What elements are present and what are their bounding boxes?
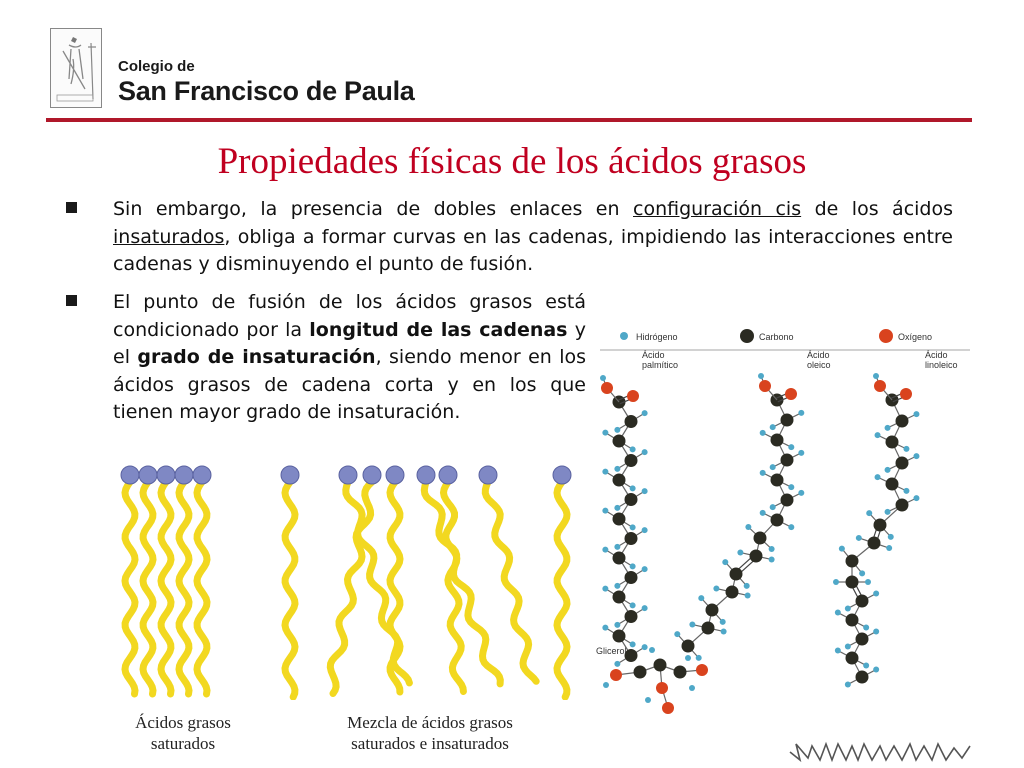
- bullet-1-text-part: Sin embargo, la presencia de dobles enlaces en: [113, 198, 633, 220]
- carbon-atom: [625, 532, 638, 545]
- hydrogen-atom: [845, 643, 851, 649]
- molecular-models-figure: [592, 320, 976, 750]
- mixed-chain: [390, 482, 400, 692]
- hydrogen-atom: [602, 430, 608, 436]
- hydrogen-atom: [737, 550, 743, 556]
- oxygen-atom: [759, 380, 771, 392]
- hydrogen-atom: [875, 432, 881, 438]
- handwriting-scribble: [786, 738, 986, 768]
- fatty-acid-chains-figure: [110, 460, 580, 700]
- term-grado-insaturacion: grado de insaturación: [137, 346, 376, 368]
- carbon-atom: [754, 532, 767, 545]
- hydrogen-atom: [642, 527, 648, 533]
- carbon-atom: [886, 478, 899, 491]
- hydrogen-atom: [873, 591, 879, 597]
- hydrogen-atom: [873, 667, 879, 673]
- hydrogen-atom: [788, 444, 794, 450]
- hydrogen-atom: [913, 411, 919, 417]
- carbon-atom: [625, 493, 638, 506]
- carbon-atom: [896, 499, 909, 512]
- oxygen-atom: [900, 388, 912, 400]
- header-divider: [46, 118, 972, 122]
- hydrogen-atom: [845, 605, 851, 611]
- term-configuracion-cis: configuración cis: [633, 198, 802, 220]
- hydrogen-atom: [602, 586, 608, 592]
- carbon-atom: [625, 610, 638, 623]
- polar-head: [139, 466, 157, 484]
- hydrogen-atom: [602, 469, 608, 475]
- school-label: Colegio de: [118, 58, 195, 75]
- polar-head: [479, 466, 497, 484]
- carbon-atom: [868, 537, 881, 550]
- bullet-square-icon: [66, 202, 77, 213]
- carbon-atom: [846, 614, 859, 627]
- carbon-atom: [702, 622, 715, 635]
- label-oleic: Ácido oleico: [807, 350, 831, 370]
- oxygen-atom: [662, 702, 674, 714]
- hydrogen-atom: [885, 509, 891, 515]
- carbon-atom: [682, 640, 695, 653]
- hydrogen-atom: [833, 579, 839, 585]
- mixed-chain: [330, 482, 372, 694]
- caption-saturated: Ácidos grasos saturados: [135, 713, 231, 753]
- hydrogen-atom: [645, 697, 651, 703]
- carbon-atom: [750, 550, 763, 563]
- label-linoleic: Ácido linoleico: [925, 350, 958, 370]
- hydrogen-atom: [769, 546, 775, 552]
- carbon-atom: [846, 652, 859, 665]
- hydrogen-atom: [760, 510, 766, 516]
- hydrogen-atom: [913, 453, 919, 459]
- bullet-2-text-part: , siendo menor en los ácidos grasos de cadena corta y en los que tienen mayor grado de insaturación.: [113, 346, 586, 423]
- legend-oxygen-swatch: [879, 329, 893, 343]
- hydrogen-atom: [798, 410, 804, 416]
- hydrogen-atom: [614, 622, 620, 628]
- term-longitud-cadenas: longitud de las cadenas: [309, 318, 568, 341]
- hydrogen-atom: [642, 449, 648, 455]
- hydrogen-atom: [758, 373, 764, 379]
- bullet-square-icon: [66, 295, 77, 306]
- hydrogen-atom: [630, 446, 636, 452]
- carbon-atom: [613, 474, 626, 487]
- saturated-chain: [125, 482, 135, 694]
- hydrogen-atom: [888, 534, 894, 540]
- hydrogen-atom: [722, 559, 728, 565]
- oxygen-atom: [601, 382, 613, 394]
- polar-head: [193, 466, 211, 484]
- mixed-chain: [485, 482, 536, 681]
- hydrogen-atom: [685, 655, 691, 661]
- bullet-1-text: [113, 196, 953, 279]
- legend-oxygen-label: Oxígeno: [898, 332, 933, 342]
- oxygen-atom: [610, 669, 622, 681]
- oxygen-atom: [627, 390, 639, 402]
- hydrogen-atom: [745, 524, 751, 530]
- polar-head: [339, 466, 357, 484]
- hydrogen-atom: [602, 508, 608, 514]
- bullet-2-text-part: y el: [113, 318, 586, 368]
- hydrogen-atom: [835, 610, 841, 616]
- hydrogen-atom: [600, 375, 606, 381]
- polar-head: [121, 466, 139, 484]
- hydrogen-atom: [642, 488, 648, 494]
- carbon-atom: [781, 414, 794, 427]
- hydrogen-atom: [903, 488, 909, 494]
- slide-title: Propiedades físicas de los ácidos grasos: [217, 141, 807, 182]
- carbon-atom: [846, 576, 859, 589]
- hydrogen-atom: [863, 662, 869, 668]
- carbon-atom: [781, 494, 794, 507]
- carbon-atom: [613, 513, 626, 526]
- saturated-chain: [143, 482, 153, 694]
- hydrogen-atom: [630, 485, 636, 491]
- polar-head: [553, 466, 571, 484]
- saturated-chain: [197, 482, 207, 694]
- hydrogen-atom: [674, 631, 680, 637]
- hydrogen-atom: [835, 648, 841, 654]
- hydrogen-atom: [760, 470, 766, 476]
- carbon-atom: [856, 595, 869, 608]
- hydrogen-atom: [614, 583, 620, 589]
- label-glycerol: Glicerol: [596, 646, 627, 656]
- hydrogen-atom: [788, 484, 794, 490]
- carbon-atom: [613, 435, 626, 448]
- carbon-atom: [846, 555, 859, 568]
- oxygen-atom: [874, 380, 886, 392]
- legend-carbon-label: Carbono: [759, 332, 794, 342]
- hydrogen-atom: [769, 556, 775, 562]
- hydrogen-atom: [649, 647, 655, 653]
- hydrogen-atom: [798, 490, 804, 496]
- hydrogen-atom: [863, 624, 869, 630]
- hydrogen-atom: [885, 467, 891, 473]
- hydrogen-atom: [614, 544, 620, 550]
- hydrogen-atom: [875, 474, 881, 480]
- hydrogen-atom: [770, 504, 776, 510]
- carbon-atom: [625, 415, 638, 428]
- polar-head: [439, 466, 457, 484]
- hydrogen-atom: [866, 510, 872, 516]
- mixed-chain: [557, 482, 567, 697]
- hydrogen-atom: [689, 685, 695, 691]
- hydrogen-atom: [614, 661, 620, 667]
- carbon-atom: [781, 454, 794, 467]
- hydrogen-atom: [745, 592, 751, 598]
- hydrogen-atom: [885, 425, 891, 431]
- school-logo: [50, 28, 102, 108]
- hydrogen-atom: [770, 464, 776, 470]
- legend-carbon-swatch: [740, 329, 754, 343]
- polar-head: [281, 466, 299, 484]
- hydrogen-atom: [614, 427, 620, 433]
- hydrogen-atom: [602, 547, 608, 553]
- carbon-atom: [613, 591, 626, 604]
- polar-head: [417, 466, 435, 484]
- term-insaturados: insaturados: [113, 225, 225, 248]
- school-name-block: [118, 58, 415, 106]
- hydrogen-atom: [788, 524, 794, 530]
- school-crest-icon: [51, 29, 101, 107]
- carbon-atom: [706, 604, 719, 617]
- hydrogen-atom: [602, 625, 608, 631]
- polar-head: [157, 466, 175, 484]
- carbon-atom: [654, 659, 667, 672]
- hydrogen-atom: [760, 430, 766, 436]
- hydrogen-atom: [642, 644, 648, 650]
- label-palmitic: Ácido palmítico: [642, 350, 679, 370]
- hydrogen-atom: [859, 570, 865, 576]
- hydrogen-atom: [713, 586, 719, 592]
- legend-hydrogen-swatch: [620, 332, 628, 340]
- hydrogen-atom: [913, 495, 919, 501]
- carbon-atom: [730, 568, 743, 581]
- polar-head: [363, 466, 381, 484]
- bullet-2-text-part: El punto de fusión de los ácidos grasos está condicionado por la: [113, 291, 586, 341]
- carbon-atom: [625, 571, 638, 584]
- carbon-atom: [896, 457, 909, 470]
- hydrogen-atom: [630, 563, 636, 569]
- hydrogen-atom: [845, 681, 851, 687]
- carbon-atom: [856, 633, 869, 646]
- hydrogen-atom: [798, 450, 804, 456]
- hydrogen-atom: [614, 505, 620, 511]
- bullet-2-text: [113, 289, 586, 427]
- hydrogen-atom: [630, 641, 636, 647]
- carbon-atom: [726, 586, 739, 599]
- carbon-atom: [896, 415, 909, 428]
- caption-mixed: Mezcla de ácidos grasos saturados e insaturados: [347, 713, 513, 753]
- hydrogen-atom: [865, 579, 871, 585]
- carbon-atom: [856, 671, 869, 684]
- oxygen-atom: [656, 682, 668, 694]
- carbon-atom: [634, 666, 647, 679]
- carbon-atom: [771, 514, 784, 527]
- hydrogen-atom: [886, 545, 892, 551]
- oxygen-atom: [696, 664, 708, 676]
- hydrogen-atom: [630, 524, 636, 530]
- hydrogen-atom: [642, 566, 648, 572]
- legend-hydrogen-label: Hidrógeno: [636, 332, 678, 342]
- polar-head: [175, 466, 193, 484]
- hydrogen-atom: [689, 622, 695, 628]
- hydrogen-atom: [873, 629, 879, 635]
- hydrogen-atom: [770, 424, 776, 430]
- hydrogen-atom: [614, 466, 620, 472]
- carbon-atom: [771, 434, 784, 447]
- hydrogen-atom: [856, 535, 862, 541]
- hydrogen-atom: [903, 446, 909, 452]
- hydrogen-atom: [744, 583, 750, 589]
- saturated-chain: [179, 482, 189, 694]
- hydrogen-atom: [721, 628, 727, 634]
- oxygen-atom: [785, 388, 797, 400]
- polar-head: [386, 466, 404, 484]
- carbon-atom: [613, 552, 626, 565]
- hydrogen-atom: [642, 605, 648, 611]
- hydrogen-atom: [839, 546, 845, 552]
- mixed-chain: [285, 482, 295, 697]
- hydrogen-atom: [698, 595, 704, 601]
- carbon-atom: [674, 666, 687, 679]
- hydrogen-atom: [642, 410, 648, 416]
- bullet-1-text-part: , obliga a formar curvas en las cadenas, impidiendo las interacciones entre cadenas y disminuyendo el punto de fusión.: [113, 225, 953, 275]
- carbon-atom: [771, 474, 784, 487]
- saturated-chain: [161, 482, 171, 694]
- carbon-atom: [874, 519, 887, 532]
- school-name: San Francisco de Paula: [118, 76, 415, 106]
- hydrogen-atom: [603, 682, 609, 688]
- hydrogen-atom: [873, 373, 879, 379]
- hydrogen-atom: [720, 619, 726, 625]
- hydrogen-atom: [696, 655, 702, 661]
- carbon-atom: [625, 454, 638, 467]
- carbon-atom: [886, 436, 899, 449]
- bullet-1-text-part: de los ácidos: [801, 198, 954, 220]
- carbon-atom: [613, 630, 626, 643]
- hydrogen-atom: [630, 602, 636, 608]
